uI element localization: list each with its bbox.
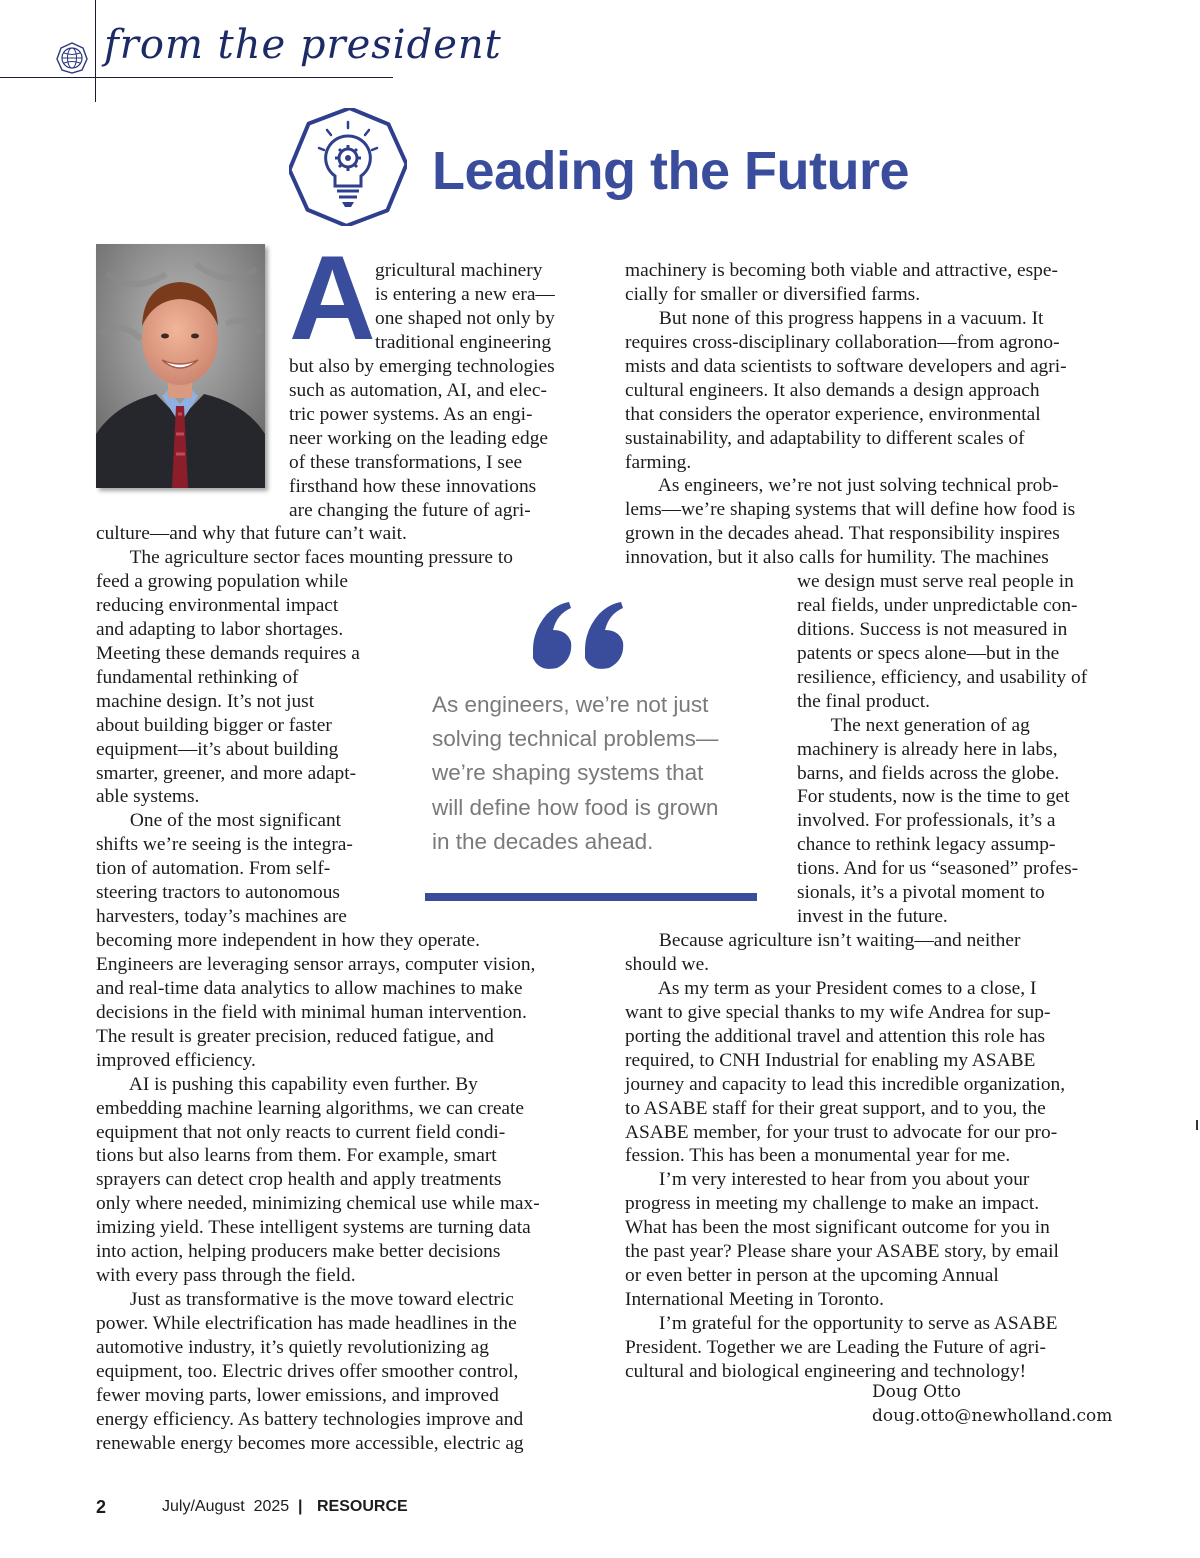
text-line: want to give special thanks to my wife Andrea for sup- <box>625 1001 1051 1023</box>
edge-mark <box>1196 1120 1198 1130</box>
signature-name: Doug Otto <box>872 1382 961 1402</box>
text-line: involved. For professionals, it’s a <box>797 810 1056 832</box>
text-line: Engineers are leveraging sensor arrays, computer vision, <box>96 953 536 975</box>
text-line: the past year? Please share your ASABE story, by email <box>625 1241 1059 1263</box>
page-number: 2 <box>96 1497 107 1517</box>
text-line: What has been the most significant outcome for you in <box>625 1217 1050 1239</box>
text-line: shifts we’re seeing is the integra- <box>96 834 353 856</box>
text-line: AI is pushing this capability even further. By <box>96 1073 478 1095</box>
header-vertical-rule <box>95 0 96 102</box>
text-line: of these transformations, I see <box>289 451 523 473</box>
text-line: ditions. Success is not measured in <box>797 618 1068 640</box>
text-line: tric power systems. As an engi- <box>289 403 533 425</box>
text-line: equipment—it’s about building <box>96 738 339 760</box>
text-line: but also by emerging technologies <box>289 356 555 377</box>
text-line: innovation, but it also calls for humility. The machines <box>625 547 1049 569</box>
text-line: fundamental rethinking of <box>96 666 299 688</box>
text-line: power. While electrification has made headlines in the <box>96 1313 517 1334</box>
text-line: invest in the future. <box>797 906 948 928</box>
text-line: about building bigger or faster <box>96 714 332 736</box>
text-line: cultural and biological engineering and technology! <box>625 1360 1027 1382</box>
column2-bottom <box>625 929 1065 1384</box>
pull-quote-rule <box>425 893 757 901</box>
text-line: we design must serve real people in <box>797 571 1074 592</box>
text-line: chance to rethink legacy assump- <box>797 834 1056 856</box>
column1-intro-bottom <box>289 355 555 523</box>
text-line: porting the additional travel and attention this role has <box>625 1025 1046 1047</box>
globe-logo-icon <box>56 42 88 74</box>
text-line: smarter, greener, and more adapt- <box>96 762 357 784</box>
text-line: progress in meeting my challenge to make an impact. <box>625 1193 1040 1215</box>
text-line: traditional engineering <box>375 331 552 353</box>
text-line: mists and data scientists to software developers and agri- <box>625 355 1067 377</box>
text-line: should we. <box>625 953 710 975</box>
text-line: culture—and why that future can’t wait. <box>96 523 407 544</box>
text-line: that considers the operator experience, environmental <box>625 403 1041 425</box>
text-line: required, to CNH Industrial for enabling my ASABE <box>625 1049 1036 1071</box>
text-line: farming. <box>625 451 692 473</box>
pull-quote <box>432 688 772 859</box>
text-line: automotive industry, it’s quietly revolutionizing ag <box>96 1336 489 1358</box>
pull-quote-line: in the decades ahead. <box>432 828 654 854</box>
pull-quote-line: will define how food is grown <box>432 794 719 820</box>
column1-intro-top <box>375 259 555 355</box>
signature-email[interactable]: doug.otto@newholland.com <box>872 1406 1113 1426</box>
column1-narrow <box>96 570 360 929</box>
text-line: grown in the decades ahead. That responsibility inspires <box>625 523 1060 545</box>
text-line: equipment, too. Electric drives offer smoother control, <box>96 1360 519 1382</box>
text-line: and real-time data analytics to allow machines to make <box>96 977 523 999</box>
text-line: equipment that not only reacts to current field condi- <box>96 1121 506 1143</box>
text-line: tions but also learns from them. For example, smart <box>96 1145 497 1167</box>
text-line: such as automation, AI, and elec- <box>289 379 547 401</box>
text-line: into action, helping producers make better decisions <box>96 1241 501 1263</box>
header-horizontal-rule <box>0 77 393 78</box>
text-line: sprayers can detect crop health and apply treatments <box>96 1169 502 1191</box>
text-line: renewable energy becomes more accessible, electric ag <box>96 1432 524 1454</box>
text-line: I’m very interested to hear from you about your <box>625 1169 1030 1191</box>
text-line: cultural engineers. It also demands a design approach <box>625 379 1040 401</box>
issue-date: July/August 2025 <box>162 1498 290 1515</box>
column2-top <box>625 259 1075 570</box>
text-line: steering tractors to autonomous <box>96 882 340 904</box>
text-line: As engineers, we’re not just solving technical prob- <box>625 475 1059 497</box>
text-line: Meeting these demands requires a <box>96 642 360 664</box>
text-line: One of the most significant <box>96 810 342 832</box>
text-line: and adapting to labor shortages. <box>96 618 344 640</box>
text-line: sionals, it’s a pivotal moment to <box>797 882 1045 904</box>
text-line: requires cross-disciplinary collaboration—from agrono- <box>625 331 1060 353</box>
column2-narrow <box>797 570 1087 929</box>
text-line: ASABE member, for your trust to advocate for our pro- <box>625 1121 1058 1143</box>
text-line: machine design. It’s not just <box>96 690 315 712</box>
lightbulb-gear-icon <box>289 108 407 226</box>
text-line: real fields, under unpredictable con- <box>797 594 1078 616</box>
text-line: patents or specs alone—but in the <box>797 642 1060 664</box>
text-line: improved efficiency. <box>96 1049 256 1071</box>
text-line: International Meeting in Toronto. <box>625 1289 884 1311</box>
pull-quote-line: solving technical problems— <box>432 726 719 752</box>
text-line: tion of automation. From self- <box>96 858 331 880</box>
text-line: or even better in person at the upcoming Annual <box>625 1265 999 1287</box>
text-line: The result is greater precision, reduced fatigue, and <box>96 1025 494 1047</box>
text-line: machinery is already here in labs, <box>797 738 1058 760</box>
text-line: But none of this progress happens in a vacuum. It <box>625 307 1044 329</box>
text-line: barns, and fields across the globe. <box>797 762 1060 784</box>
text-line: Just as transformative is the move toward electric <box>96 1289 514 1311</box>
text-line: tions. And for us “seasoned” profes- <box>797 858 1079 880</box>
text-line: to ASABE staff for their great support, and to you, the <box>625 1097 1046 1119</box>
column1-full-a <box>96 522 513 570</box>
text-line: fewer moving parts, lower emissions, and improved <box>96 1384 499 1406</box>
article-title: Leading the Future <box>432 141 909 201</box>
text-line: one shaped not only by <box>375 307 555 329</box>
text-line: sustainability, and adaptability to different scales of <box>625 427 1025 449</box>
text-line: are changing the future of agri- <box>289 499 531 521</box>
text-line: As my term as your President comes to a close, I <box>625 977 1037 999</box>
text-line: feed a growing population while <box>96 571 349 592</box>
text-line: becoming more independent in how they operate. <box>96 930 480 951</box>
text-line: The agriculture sector faces mounting pressure to <box>96 546 513 568</box>
text-line: the final product. <box>797 690 930 712</box>
section-tag: from the president <box>104 22 502 68</box>
text-line: decisions in the field with minimal human intervention. <box>96 1001 527 1023</box>
text-line: only where needed, minimizing chemical use while max- <box>96 1193 540 1215</box>
text-line: with every pass through the field. <box>96 1265 356 1287</box>
author-photo <box>96 244 265 488</box>
text-line: resilience, efficiency, and usability of <box>797 666 1088 688</box>
text-line: The next generation of ag <box>797 714 1030 736</box>
text-line: journey and capacity to lead this incredible organization, <box>625 1073 1066 1095</box>
text-line: cially for smaller or diversified farms. <box>625 283 921 305</box>
column1-full-b <box>96 929 540 1456</box>
text-line: harvesters, today’s machines are <box>96 906 347 928</box>
text-line: able systems. <box>96 786 200 808</box>
text-line: reducing environmental impact <box>96 594 339 616</box>
pull-quote-line: we’re shaping systems that <box>432 760 704 786</box>
text-line: firsthand how these innovations <box>289 475 537 497</box>
footer-separator: | <box>298 1498 303 1515</box>
text-line: neer working on the leading edge <box>289 427 548 449</box>
text-line: For students, now is the time to get <box>797 786 1070 808</box>
text-line: embedding machine learning algorithms, we can create <box>96 1097 525 1119</box>
quotation-mark-icon <box>525 600 635 672</box>
pull-quote-line: As engineers, we’re not just <box>432 692 709 717</box>
text-line: imizing yield. These intelligent systems are turning data <box>96 1217 531 1239</box>
text-line: Because agriculture isn’t waiting—and neither <box>625 930 1021 951</box>
text-line: energy efficiency. As battery technologies improve and <box>96 1408 524 1430</box>
text-line: I’m grateful for the opportunity to serve as ASABE <box>625 1313 1058 1334</box>
text-line: lems—we’re shaping systems that will define how food is <box>625 499 1076 521</box>
text-line: President. Together we are Leading the Future of agri- <box>625 1336 1046 1358</box>
text-line: gricultural machinery <box>375 260 543 281</box>
drop-cap: A <box>289 231 376 365</box>
magazine-name: RESOURCE <box>317 1498 408 1515</box>
text-line: is entering a new era— <box>375 283 555 305</box>
text-line: fession. This has been a monumental year for me. <box>625 1145 1011 1167</box>
text-line: machinery is becoming both viable and attractive, espe- <box>625 260 1058 281</box>
